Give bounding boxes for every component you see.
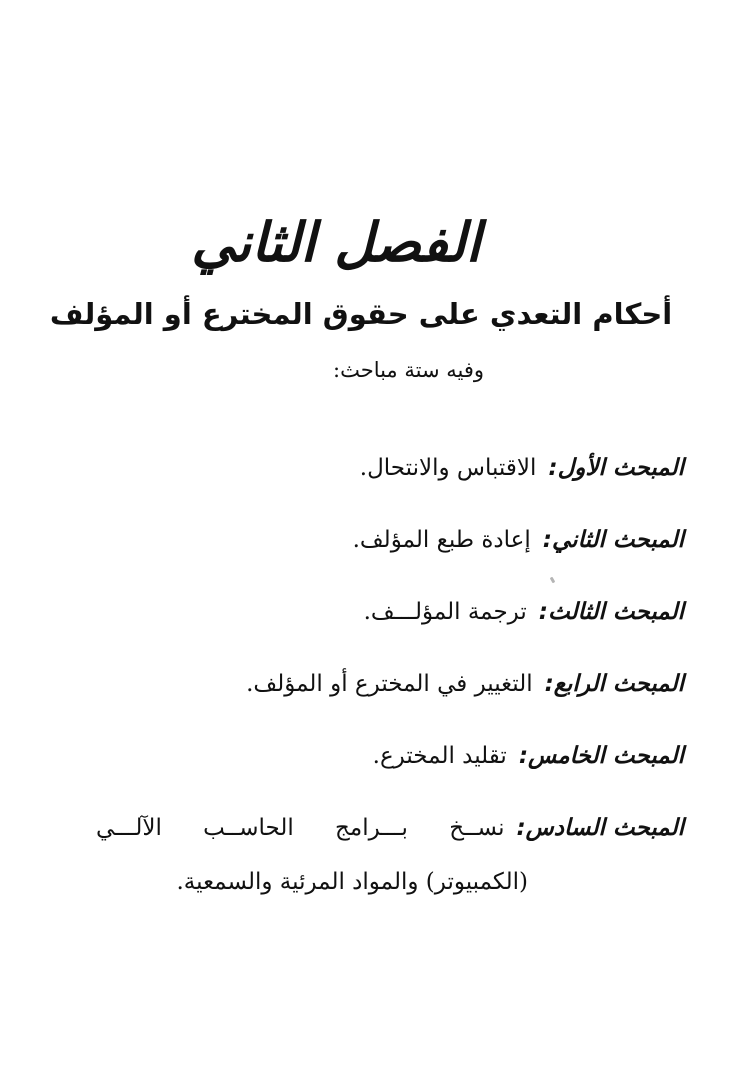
section-label: المبحث الثالث: (538, 599, 684, 625)
section-title: نســخ بـــرامج الحاســب الآلـــي (95, 815, 505, 841)
section-label: المبحث الخامس: (518, 743, 684, 769)
chapter-title: الفصل الثاني (191, 211, 481, 274)
chapter-subtitle: أحكام التعدي على حقوق المخترع أو المؤلف (49, 297, 673, 331)
section-item-3 (60, 590, 684, 662)
section-label: المبحث الأول: (548, 455, 684, 481)
section-item-6 (60, 806, 684, 904)
section-item-4 (60, 662, 684, 734)
section-item-2 (60, 518, 684, 590)
section-title: التغيير في المخترع أو المؤلف. (246, 671, 533, 697)
section-label: المبحث السادس: (516, 815, 684, 841)
section-item-5 (60, 734, 684, 806)
section-title: إعادة طبع المؤلف. (352, 527, 531, 553)
section-first-line (60, 806, 684, 850)
sections-list (60, 446, 684, 904)
section-title: الاقتباس والانتحال. (359, 455, 537, 481)
section-label: المبحث الثاني: (542, 527, 684, 553)
section-title-continuation: (الكمبيوتر) والمواد المرئية والسمعية. (176, 869, 528, 895)
section-item-1 (60, 446, 684, 518)
chapter-intro: وفيه ستة مباحث: (333, 358, 484, 382)
section-title: تقليد المخترع. (372, 743, 507, 769)
section-label: المبحث الرابع: (544, 671, 684, 697)
section-title: ترجمة المؤلـــف. (363, 599, 527, 625)
